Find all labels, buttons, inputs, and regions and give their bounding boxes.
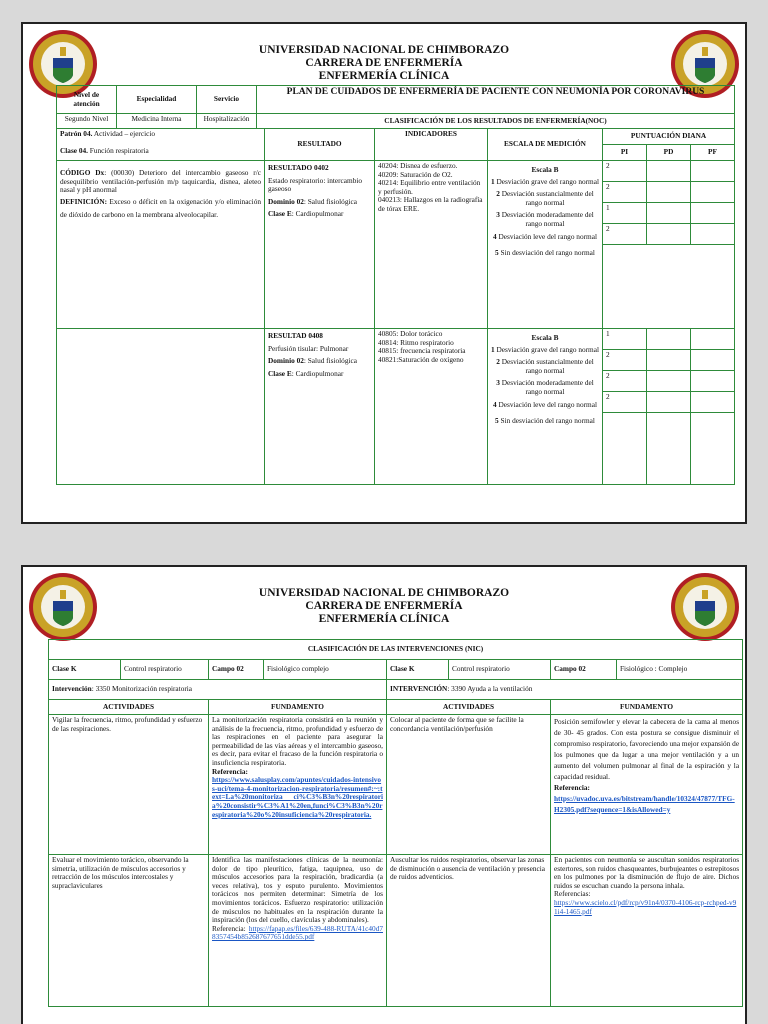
scale-num: 5 bbox=[495, 416, 499, 426]
page-header bbox=[23, 587, 745, 626]
score-pi: 2 bbox=[603, 182, 647, 203]
intervention-right bbox=[387, 680, 743, 700]
university-name: UNIVERSIDAD NACIONAL DE CHIMBORAZO bbox=[258, 44, 510, 56]
result-desc: Estado respiratorio: intercambio gaseoso bbox=[268, 175, 363, 194]
scale-text: Desviación grave del rango normal bbox=[494, 344, 600, 354]
scale-num: 3 bbox=[496, 210, 500, 220]
reference-label: Referencia: bbox=[554, 783, 590, 792]
result-title: RESULTAD 0408 bbox=[268, 331, 323, 340]
indicators-cell bbox=[375, 161, 488, 329]
actividades-header: ACTIVIDADES bbox=[387, 700, 551, 715]
fundamento-text: En pacientes con neumonía se auscultan sonidos respiratorios estertores, son ruidos chasqueantes, burbujeantes o estrepitosos en los pulmones por la disminución de flujo de aire. Dichos ruidos se escuchan cuando la persona inhala. bbox=[554, 855, 740, 890]
clase-value: Control respiratorio bbox=[121, 660, 209, 680]
scale-text: Desviación leve del rango normal bbox=[496, 231, 597, 241]
info-header: Especialidad bbox=[117, 86, 197, 114]
diagnosis-cell-empty bbox=[57, 329, 265, 485]
result-title: RESULTADO 0402 bbox=[268, 163, 329, 172]
col-header-puntuacion: PUNTUACIÓN DIANA bbox=[603, 129, 735, 145]
campo-label: Campo 02 bbox=[551, 660, 617, 680]
col-header-indicadores: INDICADORES bbox=[375, 129, 488, 161]
score-pd bbox=[647, 224, 691, 245]
score-pd bbox=[647, 392, 691, 413]
indicator: 40814: Ritmo respiratorio bbox=[378, 337, 454, 347]
score-pf bbox=[691, 182, 735, 203]
scale-title: Escala B bbox=[531, 165, 559, 174]
result-cell bbox=[265, 161, 375, 329]
scale-num: 4 bbox=[493, 399, 497, 409]
col-header-escala: ESCALA DE MEDICIÓN bbox=[488, 129, 603, 161]
plan-title: PLAN DE CUIDADOS DE ENFERMERÍA DE PACIENTE CON NEUMONÍA POR CORONAVIRUS bbox=[257, 86, 735, 114]
score-pd bbox=[647, 329, 691, 350]
intervencion-text: : 3390 Ayuda a la ventilación bbox=[447, 684, 533, 694]
scale-text: Desviación leve del rango normal bbox=[496, 399, 597, 409]
score-pi: 2 bbox=[603, 224, 647, 245]
reference-link[interactable]: https://fapap.es/files/639-488-RUTA/41c40d78357454b852687677651dde55.pdf bbox=[212, 923, 383, 942]
score-empty bbox=[603, 245, 735, 329]
dominio-label: Dominio 02 bbox=[268, 356, 304, 366]
codigo-text: : (00030) Deterioro del intercambio gaseoso r/c desequilibrio ventilación-perfusión m/p taquicardia, disnea, aleteo nasal y pH anormal bbox=[60, 168, 261, 195]
clase-e-text: : Cardiopulmonar bbox=[291, 209, 344, 219]
scale-title: Escala B bbox=[531, 333, 559, 342]
score-pd bbox=[647, 350, 691, 371]
score-pf bbox=[691, 413, 735, 485]
score-pf bbox=[691, 161, 735, 182]
reference-label: Referencias: bbox=[554, 889, 591, 899]
score-pi bbox=[603, 413, 647, 485]
score-pd bbox=[647, 161, 691, 182]
dominio-label: Dominio 02 bbox=[268, 196, 304, 206]
scale-num: 2 bbox=[496, 357, 500, 367]
score-pi: 1 bbox=[603, 329, 647, 350]
result-cell bbox=[265, 329, 375, 485]
score-pd bbox=[647, 413, 691, 485]
noc-title: CLASIFICACIÓN DE LOS RESULTADOS DE ENFERMERÍA(NOC) bbox=[257, 114, 735, 129]
info-header: Nivel de atención bbox=[57, 86, 117, 114]
dominio-text: : Salud fisiológica bbox=[303, 356, 357, 366]
info-value: Medicina Interna bbox=[117, 114, 197, 129]
scale-text: Desviación sustancialmente del rango normal bbox=[499, 357, 594, 375]
indicator: 40821:Saturación de oxígeno bbox=[378, 354, 464, 364]
fundamento-text: Posición semifowler y elevar la cabecera de la cama al menos de 30- 45 grados. Con esta postura se consigue disminuir el compromiso respiratorio, favoreciendo una mejor expansión de los pulmones que da lugar a una mejor ventilación y a un aumento del volumen pulmonar al final de la espiración y la capacidad residual. bbox=[554, 717, 740, 781]
col-header-pf: PF bbox=[691, 145, 735, 161]
nic-title: CLASIFICACIÓN DE LAS INTERVENCIONES (NIC) bbox=[49, 640, 743, 660]
info-value: Segundo Nivel bbox=[57, 114, 117, 129]
clase-e-text: : Cardiopulmonar bbox=[291, 368, 344, 378]
scale-cell bbox=[488, 161, 603, 329]
indicator: 40204: Disnea de esfuerzo. bbox=[378, 161, 458, 170]
fundamento-cell bbox=[209, 715, 387, 855]
page-1 bbox=[21, 22, 747, 524]
scale-text: Sin desviación del rango normal bbox=[498, 248, 595, 258]
score-pd bbox=[647, 371, 691, 392]
definicion-label: DEFINICIÓN: bbox=[60, 196, 108, 206]
page-header bbox=[23, 44, 745, 83]
actividades-header: ACTIVIDADES bbox=[49, 700, 209, 715]
scale-num: 2 bbox=[496, 189, 500, 199]
nic-table bbox=[48, 639, 743, 1007]
fundamento-cell bbox=[551, 715, 743, 855]
patron-cell bbox=[57, 129, 265, 161]
reference-link[interactable]: https://www.salusplay.com/apuntes/cuidados-intensivos-uci/tema-4-monitorizacion-respiratoria/resumen#:~:text=La%20monitoriza ci%C3%B3n%20respiratoria%20consistir%C3%A1%20en,funci%C3%B3n%20respiratoria%20o%20insuficiencia%20respiratoria. bbox=[212, 775, 383, 819]
score-pd bbox=[647, 182, 691, 203]
clase-e-label: Clase E bbox=[268, 368, 292, 378]
indicator: 040213: Hallazgos en la radiografía de tórax ERE. bbox=[378, 195, 483, 213]
score-pi: 2 bbox=[603, 371, 647, 392]
scale-num: 1 bbox=[491, 176, 495, 186]
scale-text: Sin desviación del rango normal bbox=[498, 416, 595, 426]
fundamento-cell bbox=[209, 855, 387, 1007]
scale-text: Desviación sustancialmente del rango normal bbox=[499, 189, 594, 207]
patron-text: Actividad – ejercicio bbox=[92, 129, 156, 138]
indicator: 40805: Dolor torácico bbox=[378, 329, 443, 338]
scale-num: 1 bbox=[491, 344, 495, 354]
activity-cell: Auscultar los ruidos respiratorios, observar las zonas de disminución o ausencia de ventilación y presencia de ruidos adventicios. bbox=[387, 855, 551, 1007]
indicator: 40209: Saturación de O2. bbox=[378, 169, 453, 179]
area-name: ENFERMERÍA CLÍNICA bbox=[318, 70, 450, 82]
score-pd bbox=[647, 203, 691, 224]
definicion-text: Exceso o déficit en la oxigenación y/o eliminación de dióxido de carbono en la membrana alveolocapilar. bbox=[60, 196, 261, 219]
info-header: Servicio bbox=[197, 86, 257, 114]
fundamento-header: FUNDAMENTO bbox=[209, 700, 387, 715]
info-table bbox=[56, 85, 735, 129]
indicator: 40214: Equilibrio entre ventilación y perfusión. bbox=[378, 178, 481, 196]
reference-label: Referencia: bbox=[212, 923, 246, 933]
result-desc: Perfusión tisular: Pulmonar bbox=[268, 343, 349, 353]
scale-text: Desviación grave del rango normal bbox=[494, 176, 600, 186]
score-pf bbox=[691, 371, 735, 392]
reference-label: Referencia: bbox=[212, 766, 248, 776]
campo-value: Fisiológico complejo bbox=[264, 660, 387, 680]
indicator: 40815: frecuencia respiratoria bbox=[378, 346, 466, 356]
intervencion-text: : 3350 Monitorización respiratoria bbox=[91, 684, 193, 694]
patron-label: Patrón 04. bbox=[60, 129, 93, 138]
clase-label: Clase 04. bbox=[60, 146, 88, 156]
campo-label: Campo 02 bbox=[209, 660, 264, 680]
university-name: UNIVERSIDAD NACIONAL DE CHIMBORAZO bbox=[258, 587, 510, 599]
activity-cell: Colocar al paciente de forma que se facilite la concordancia ventilación/perfusión bbox=[387, 715, 551, 855]
clase-value: Control respiratorio bbox=[449, 660, 551, 680]
clase-label: Clase K bbox=[387, 660, 449, 680]
scale-text: Desviación moderadamente del rango normal bbox=[499, 210, 594, 228]
scale-num: 4 bbox=[493, 231, 497, 241]
fundamento-text: Identifica las manifestaciones clínicas de la neumonía: dolor de tipo pleurítico, fatiga, taquipnea, uso de músculos accesorios para la respiración, bradicardia (a veces relativa), tos y esputo purulento. Movimientos torácicos nos permiten determinar: Simetría de los movimientos torácicos. Esfuerzo respiratorio: utilización de músculos no habituales en la respiración durante la inspiración (los del cuello, clavículas y abdominales). bbox=[212, 855, 383, 925]
activity-cell: Evaluar el movimiento torácico, observando la simetría, utilización de músculos accesorios y retracción de los músculos intercostales y supraclaviculares bbox=[49, 855, 209, 1007]
diagnosis-cell bbox=[57, 161, 265, 329]
area-name: ENFERMERÍA CLÍNICA bbox=[318, 613, 450, 625]
campo-value: Fisiológico : Complejo bbox=[617, 660, 743, 680]
dominio-text: : Salud fisiológica bbox=[303, 196, 357, 206]
score-pf bbox=[691, 203, 735, 224]
codigo-label: CÓDIGO Dx bbox=[60, 168, 105, 177]
fundamento-text: La monitorización respiratoria consistirá en la reunión y análisis de la frecuencia, ritmo, profundidad y esfuerzo de las respiraciones en el paciente para asegurar la permeabilidad de las vías aéreas y el intercambio gaseoso, es decir, para evitar el fracaso de la función respiratoria o insuficiencia respiratoria. bbox=[212, 715, 383, 767]
score-pi: 2 bbox=[603, 161, 647, 182]
score-pf bbox=[691, 392, 735, 413]
score-pf bbox=[691, 350, 735, 371]
reference-link[interactable]: https://uvadoc.uva.es/bitstream/handle/10324/47877/TFG-H2305.pdf?sequence=1&isAllowed=y bbox=[554, 794, 735, 814]
intervencion-label: INTERVENCIÓN bbox=[390, 684, 448, 694]
intervention-left bbox=[49, 680, 387, 700]
clase-text: Función respiratoria bbox=[87, 146, 149, 156]
clase-e-label: Clase E bbox=[268, 209, 292, 219]
indicators-cell bbox=[375, 329, 488, 485]
career-name: CARRERA DE ENFERMERÍA bbox=[305, 57, 463, 69]
score-pf bbox=[691, 329, 735, 350]
activity-cell: Vigilar la frecuencia, ritmo, profundidad y esfuerzo de las respiraciones. bbox=[49, 715, 209, 855]
score-pi: 2 bbox=[603, 350, 647, 371]
intervencion-label: Intervención bbox=[52, 684, 92, 694]
page-2 bbox=[21, 565, 747, 1024]
score-pi: 1 bbox=[603, 203, 647, 224]
col-header-pi: PI bbox=[603, 145, 647, 161]
scale-num: 3 bbox=[496, 378, 500, 388]
fundamento-header: FUNDAMENTO bbox=[551, 700, 743, 715]
career-name: CARRERA DE ENFERMERÍA bbox=[305, 600, 463, 612]
info-value: Hospitalización bbox=[197, 114, 257, 129]
fundamento-cell bbox=[551, 855, 743, 1007]
score-pi: 2 bbox=[603, 392, 647, 413]
scale-num: 5 bbox=[495, 248, 499, 258]
col-header-pd: PD bbox=[647, 145, 691, 161]
noc-table bbox=[56, 128, 735, 485]
score-pf bbox=[691, 224, 735, 245]
reference-link[interactable]: https://www.scielo.cl/pdf/rcp/v91n4/0370-4106-rcp-rchped-v91i4-1465.pdf bbox=[554, 897, 737, 916]
scale-text: Desviación moderadamente del rango normal bbox=[499, 378, 594, 396]
col-header-resultado: RESULTADO bbox=[265, 129, 375, 161]
clase-label: Clase K bbox=[49, 660, 121, 680]
scale-cell bbox=[488, 329, 603, 485]
